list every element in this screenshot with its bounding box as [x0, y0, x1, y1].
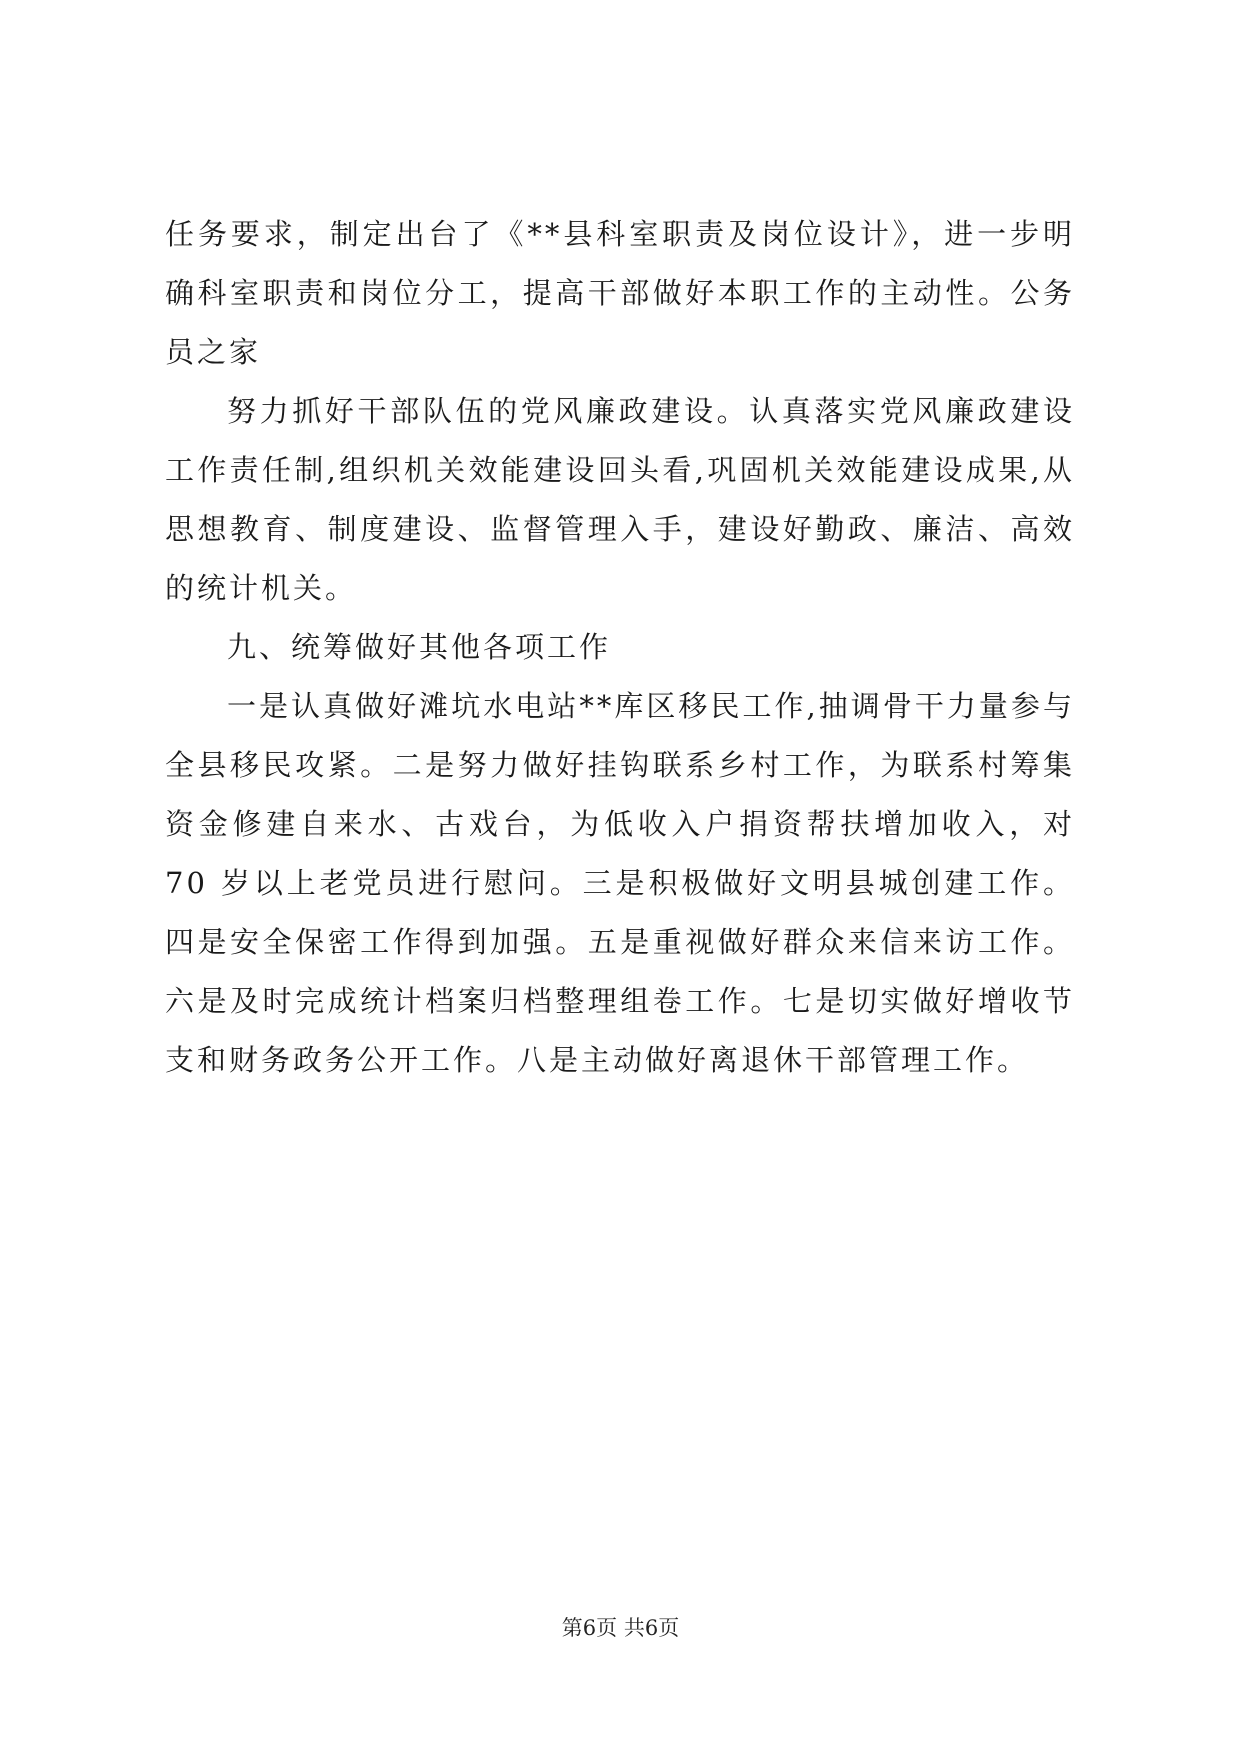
page-footer: 第6页 共6页: [561, 1616, 680, 1640]
paragraph-duty-design: 任务要求，制定出台了《**县科室职责及岗位设计》，进一步明确科室职责和岗位分工，提高干部做好本职工作的主动性。公务员之家: [165, 217, 1075, 369]
section-heading-other-work: 九、统筹做好其他各项工作: [227, 630, 612, 664]
paragraph-other-work: 一是认真做好滩坑水电站**库区移民工作,抽调骨干力量参与全县移民攻紧。二是努力做好挂钩联系乡村工作，为联系村筹集资金修建自来水、古戏台，为低收入户捐资帮扶增加收入，对 70 岁以上老党员进行慰问。三是积极做好文明县城创建工作。四是安全保密工作得到加强。五是重视做好群众来信来访工作。六是及时完成统计档案归档整理组卷工作。七是切实做好增收节支和财务政务公开工作。八是主动做好离退休干部管理工作。: [165, 689, 1075, 1077]
paragraph-integrity-building: 努力抓好干部队伍的党风廉政建设。认真落实党风廉政建设工作责任制,组织机关效能建设回头看,巩固机关效能建设成果,从思想教育、制度建设、监督管理入手，建设好勤政、廉洁、高效的统计机关。: [165, 394, 1075, 605]
document-body: [165, 205, 1075, 1090]
